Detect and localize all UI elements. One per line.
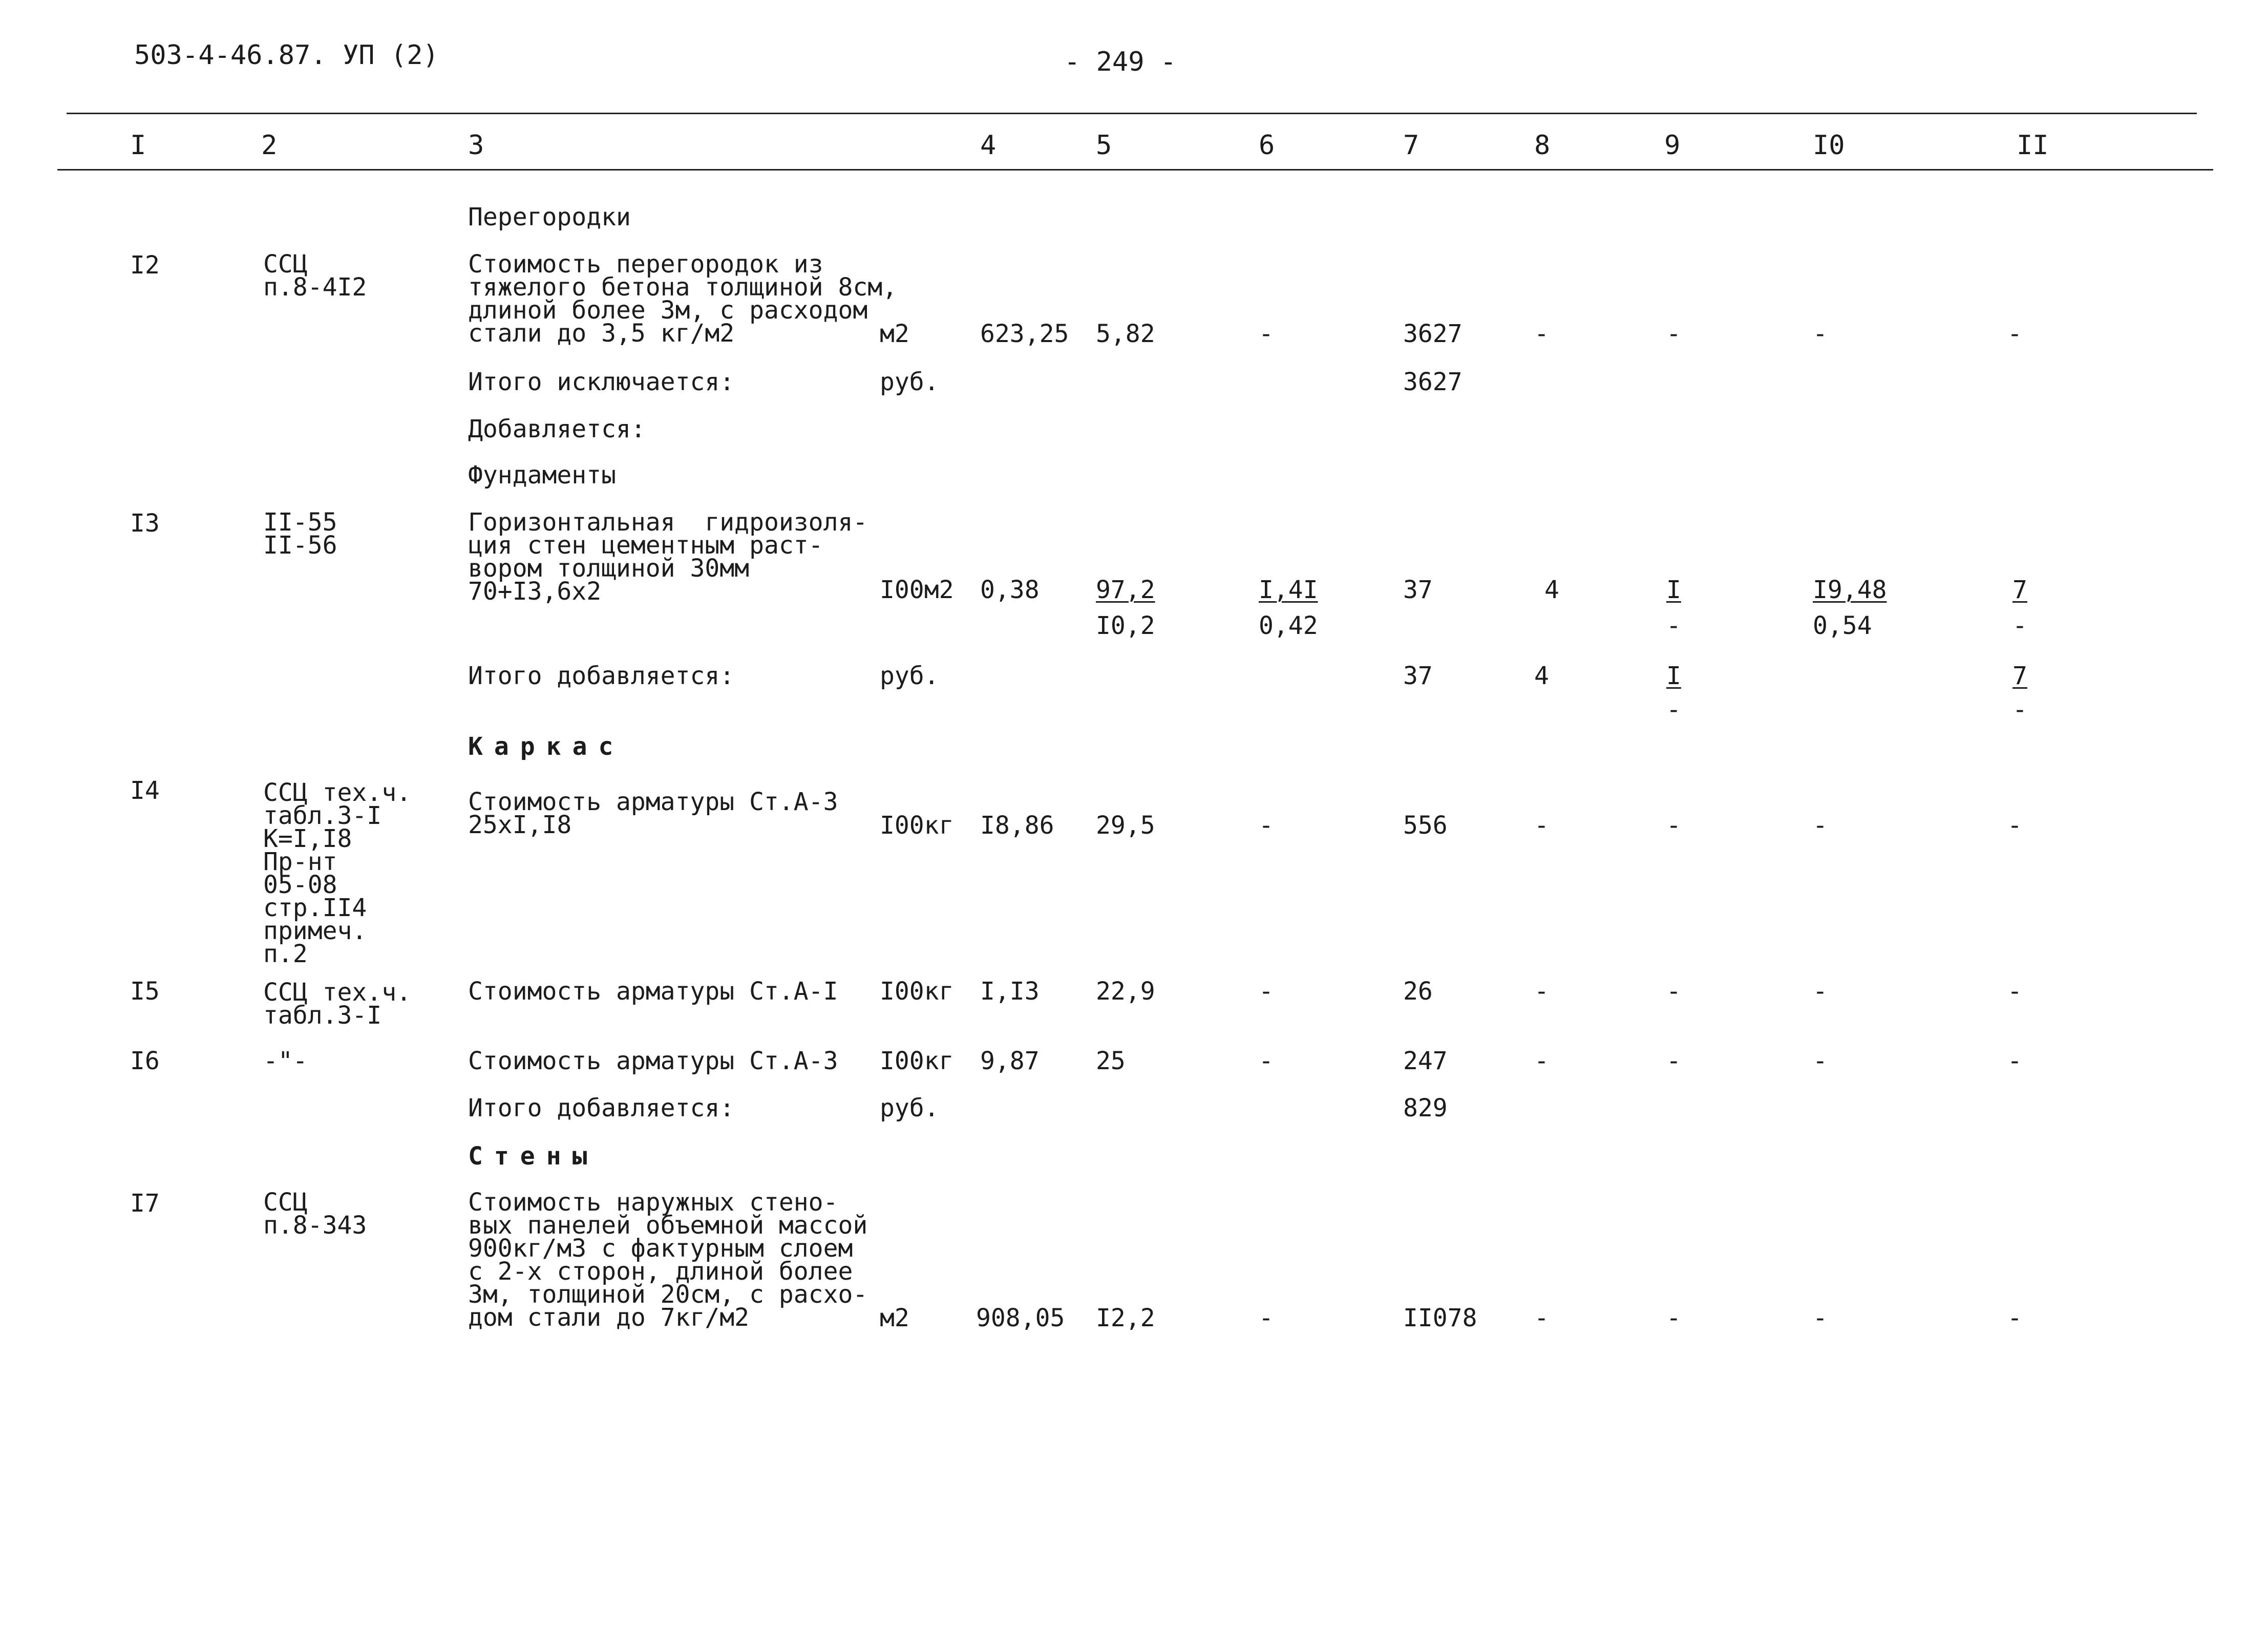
column-header: 4 xyxy=(980,130,997,161)
row-col9-secondary: - xyxy=(1666,611,1681,640)
header-bottom-rule xyxy=(57,169,2213,171)
row-source: ССЦ тех.ч. табл.3-I xyxy=(263,978,411,1030)
row-col5: 22,9 xyxy=(1096,977,1155,1006)
row-quantity: 0,38 xyxy=(980,576,1040,604)
document-code: 503-4-46.87. УП (2) xyxy=(134,40,439,71)
total-unit: руб. xyxy=(880,368,939,396)
row-number: I6 xyxy=(130,1047,160,1075)
row-source: II-55 II-56 xyxy=(263,508,337,560)
row-number: I7 xyxy=(130,1189,160,1218)
row-col5: 25 xyxy=(1096,1047,1126,1075)
row-col6: - xyxy=(1259,811,1274,840)
row-col9: I xyxy=(1666,576,1681,604)
row-col10: - xyxy=(1813,1047,1828,1075)
row-col5-secondary: I0,2 xyxy=(1096,611,1155,640)
row-source: ССЦ п.8-343 xyxy=(263,1188,367,1240)
row-col10: - xyxy=(1813,320,1828,348)
row-description: Стоимость арматуры Ст.А-3 xyxy=(468,1047,838,1075)
row-col8: - xyxy=(1534,1047,1549,1075)
row-col5: I2,2 xyxy=(1096,1304,1155,1332)
row-col9: - xyxy=(1666,1047,1681,1075)
row-col8: - xyxy=(1534,811,1549,840)
row-col7: 37 xyxy=(1403,576,1433,604)
row-number: I5 xyxy=(130,977,160,1006)
total-col9-secondary: - xyxy=(1666,695,1681,724)
row-number: I3 xyxy=(130,509,160,538)
row-col8: - xyxy=(1534,1304,1549,1332)
column-header: I0 xyxy=(1813,130,1845,161)
column-header: 6 xyxy=(1259,130,1275,161)
row-col7: 556 xyxy=(1403,811,1448,840)
row-col7: 247 xyxy=(1403,1047,1448,1075)
total-label: Итого добавляется: xyxy=(468,1094,735,1122)
row-col11: - xyxy=(2007,1047,2022,1075)
row-col10: I9,48 xyxy=(1813,576,1887,604)
row-description: Стоимость арматуры Ст.А-I xyxy=(468,977,838,1006)
row-unit: I00м2 xyxy=(880,576,954,604)
column-header: 5 xyxy=(1096,130,1112,161)
row-col11-secondary: - xyxy=(2012,611,2027,640)
total-col7: 829 xyxy=(1403,1094,1448,1122)
row-col6: - xyxy=(1259,320,1274,348)
row-description: Стоимость наружных стено- вых панелей объемной массой 900кг/м3 с фактурным слоем с 2-х сторон, длиной более 3м, толщиной 20см, с расхо- дом стали до 7кг/м2 xyxy=(468,1188,868,1332)
row-description: Стоимость арматуры Ст.А-3 25хI,I8 xyxy=(468,788,838,839)
row-unit: I00кг xyxy=(880,1047,954,1075)
column-header: 3 xyxy=(468,130,484,161)
column-header: 8 xyxy=(1534,130,1551,161)
section-title: Перегородки xyxy=(468,203,631,231)
section-title: Добавляется: xyxy=(468,415,646,443)
row-col9: - xyxy=(1666,320,1681,348)
row-col10: - xyxy=(1813,977,1828,1006)
row-col8: - xyxy=(1534,977,1549,1006)
column-header: II xyxy=(2017,130,2049,161)
row-col11: - xyxy=(2007,1304,2022,1332)
row-quantity: 9,87 xyxy=(980,1047,1040,1075)
row-quantity: 908,05 xyxy=(976,1304,1065,1332)
column-header: 7 xyxy=(1403,130,1419,161)
row-quantity: 623,25 xyxy=(980,320,1069,348)
page-number: - 249 - xyxy=(1064,47,1177,77)
total-unit: руб. xyxy=(880,662,939,690)
row-col5: 5,82 xyxy=(1096,320,1155,348)
total-col11-secondary: - xyxy=(2012,695,2027,724)
row-col7: 26 xyxy=(1403,977,1433,1006)
row-description: Горизонтальная гидроизоля- ция стен цементным раст- вором толщиной 30мм 70+I3,6х2 xyxy=(468,508,868,606)
row-col9: - xyxy=(1666,977,1681,1006)
row-quantity: I8,86 xyxy=(980,811,1054,840)
row-unit: I00кг xyxy=(880,977,954,1006)
row-unit: м2 xyxy=(880,320,909,348)
row-col8: - xyxy=(1534,320,1549,348)
row-col11: - xyxy=(2007,811,2022,840)
row-source: ССЦ тех.ч. табл.3-I К=I,I8 Пр-нт 05-08 стр.II4 примеч. п.2 xyxy=(263,778,411,968)
total-col11: 7 xyxy=(2012,662,2027,690)
row-col8: 4 xyxy=(1544,576,1559,604)
row-col11: 7 xyxy=(2012,576,2027,604)
row-col6: - xyxy=(1259,1047,1274,1075)
total-col9: I xyxy=(1666,662,1681,690)
section-title: Каркас xyxy=(468,732,625,761)
row-col6-secondary: 0,42 xyxy=(1259,611,1318,640)
section-title: Стены xyxy=(468,1142,599,1171)
row-col7: 3627 xyxy=(1403,320,1462,348)
row-col10: - xyxy=(1813,1304,1828,1332)
row-col11: - xyxy=(2007,977,2022,1006)
row-col6: I,4I xyxy=(1259,576,1318,604)
row-number: I4 xyxy=(130,776,160,805)
row-col10: - xyxy=(1813,811,1828,840)
row-source: ССЦ п.8-4I2 xyxy=(263,250,367,302)
row-col5: 97,2 xyxy=(1096,576,1155,604)
row-col6: - xyxy=(1259,1304,1274,1332)
total-col7: 37 xyxy=(1403,662,1433,690)
section-title: Фундаменты xyxy=(468,461,616,490)
row-number: I2 xyxy=(130,251,160,280)
row-quantity: I,I3 xyxy=(980,977,1040,1006)
row-col5: 29,5 xyxy=(1096,811,1155,840)
column-header: 2 xyxy=(261,130,278,161)
row-col7: II078 xyxy=(1403,1304,1477,1332)
row-unit: м2 xyxy=(880,1304,909,1332)
total-label: Итого добавляется: xyxy=(468,662,735,690)
total-unit: руб. xyxy=(880,1094,939,1122)
row-source: -"- xyxy=(263,1047,308,1075)
total-col7: 3627 xyxy=(1403,368,1462,396)
total-label: Итого исключается: xyxy=(468,368,735,396)
row-col10-secondary: 0,54 xyxy=(1813,611,1872,640)
row-col9: - xyxy=(1666,811,1681,840)
row-description: Стоимость перегородок из тяжелого бетона толщиной 8см, длиной более 3м, с расходом стали до 3,5 кг/м2 xyxy=(468,250,898,348)
row-unit: I00кг xyxy=(880,811,954,840)
table-top-rule xyxy=(67,113,2197,114)
row-col11: - xyxy=(2007,320,2022,348)
total-col8: 4 xyxy=(1534,662,1549,690)
column-header: I xyxy=(130,130,146,161)
row-col9: - xyxy=(1666,1304,1681,1332)
column-header: 9 xyxy=(1664,130,1681,161)
row-col6: - xyxy=(1259,977,1274,1006)
